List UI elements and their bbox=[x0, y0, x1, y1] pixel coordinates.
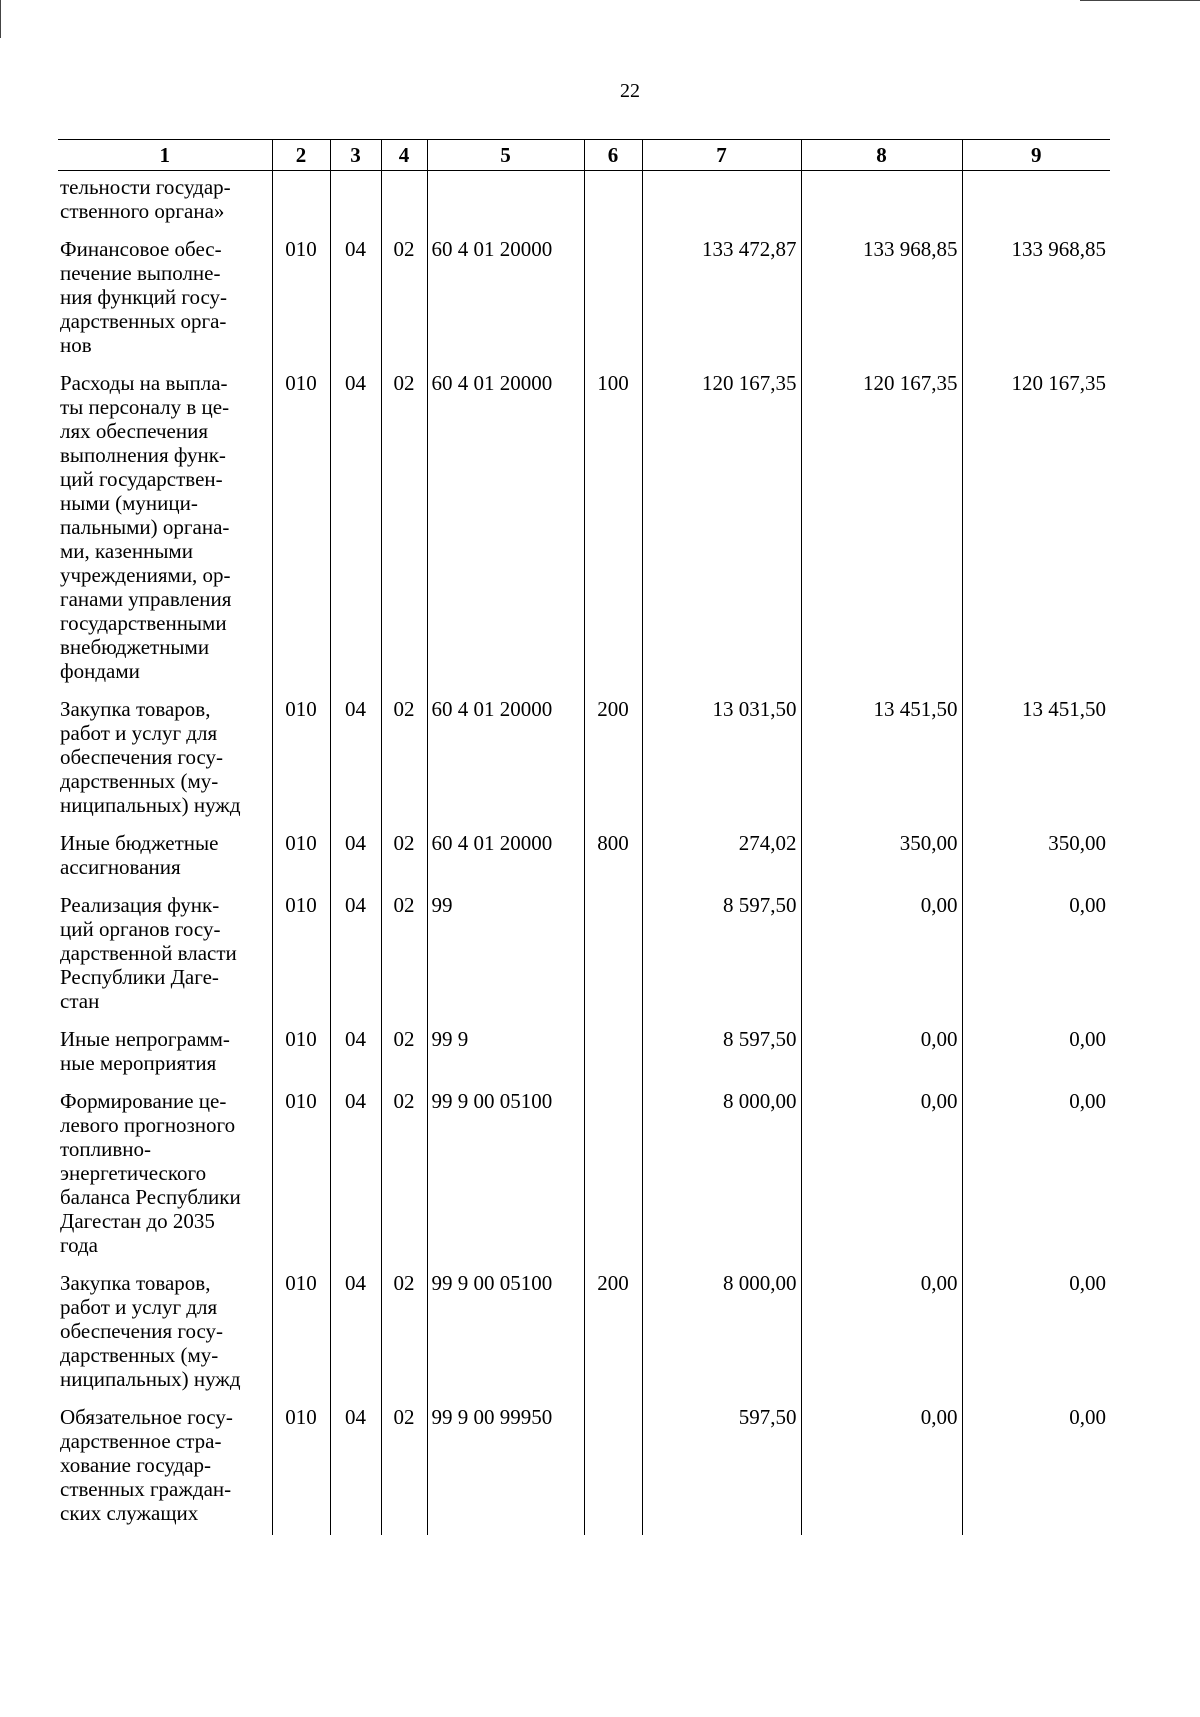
amount-cell: 0,00 bbox=[962, 1027, 1110, 1089]
table-row bbox=[58, 371, 1110, 697]
expense-type-cell bbox=[584, 237, 642, 371]
code-cell: 04 bbox=[330, 697, 381, 831]
code-cell: 02 bbox=[381, 831, 427, 893]
item-name: тельности государ- ственного органа» bbox=[60, 175, 231, 223]
code-cell bbox=[330, 171, 381, 238]
target-article-cell: 60 4 01 20000 bbox=[427, 697, 584, 831]
budget-table bbox=[58, 139, 1110, 1535]
amount-cell: 0,00 bbox=[801, 1027, 962, 1089]
column-header: 1 bbox=[58, 140, 272, 171]
column-header: 9 bbox=[962, 140, 1110, 171]
code-cell: 010 bbox=[272, 371, 330, 697]
code-cell: 02 bbox=[381, 1271, 427, 1405]
table-row bbox=[58, 1027, 1110, 1089]
header-row bbox=[58, 140, 1110, 171]
scan-edge-mark-left bbox=[0, 0, 1, 38]
page-number: 22 bbox=[620, 80, 640, 102]
amount-cell: 8 597,50 bbox=[642, 893, 801, 1027]
column-header: 8 bbox=[801, 140, 962, 171]
expense-type-cell bbox=[584, 1405, 642, 1535]
target-article-cell: 99 9 00 05100 bbox=[427, 1089, 584, 1271]
table-row bbox=[58, 893, 1110, 1027]
amount-cell: 0,00 bbox=[801, 1089, 962, 1271]
target-article-cell: 99 bbox=[427, 893, 584, 1027]
amount-cell: 120 167,35 bbox=[962, 371, 1110, 697]
scan-edge-mark-top bbox=[1080, 0, 1200, 1]
item-name: Расходы на выпла- ты персоналу в це- лях обеспечения выполнения функ- ций государствен- ными (муници- пальными) органа- ми, казенными учреждениями, ор- ганами управления государственными внебюджетными фондами bbox=[60, 371, 232, 683]
expense-type-cell: 100 bbox=[584, 371, 642, 697]
code-cell: 04 bbox=[330, 893, 381, 1027]
expense-type-cell: 800 bbox=[584, 831, 642, 893]
expense-type-cell bbox=[584, 171, 642, 238]
code-cell: 010 bbox=[272, 237, 330, 371]
amount-cell: 13 031,50 bbox=[642, 697, 801, 831]
amount-cell bbox=[962, 171, 1110, 238]
amount-cell: 120 167,35 bbox=[642, 371, 801, 697]
amount-cell: 350,00 bbox=[962, 831, 1110, 893]
amount-cell: 133 968,85 bbox=[801, 237, 962, 371]
amount-cell: 8 000,00 bbox=[642, 1089, 801, 1271]
item-name: Закупка товаров, работ и услуг для обеспечения госу- дарственных (му- ниципальных) нужд bbox=[60, 697, 241, 817]
code-cell: 010 bbox=[272, 1271, 330, 1405]
item-name: Финансовое обес- печение выполне- ния функций госу- дарственных орга- нов bbox=[60, 237, 228, 357]
expense-type-cell: 200 bbox=[584, 1271, 642, 1405]
table-row bbox=[58, 1271, 1110, 1405]
code-cell: 04 bbox=[330, 371, 381, 697]
code-cell: 02 bbox=[381, 1405, 427, 1535]
table-row bbox=[58, 1405, 1110, 1535]
target-article-cell: 99 9 00 05100 bbox=[427, 1271, 584, 1405]
column-header: 5 bbox=[427, 140, 584, 171]
amount-cell: 0,00 bbox=[962, 1089, 1110, 1271]
amount-cell: 597,50 bbox=[642, 1405, 801, 1535]
amount-cell: 0,00 bbox=[962, 1271, 1110, 1405]
target-article-cell: 60 4 01 20000 bbox=[427, 831, 584, 893]
table-row bbox=[58, 697, 1110, 831]
amount-cell: 120 167,35 bbox=[801, 371, 962, 697]
table-row bbox=[58, 171, 1110, 238]
amount-cell: 0,00 bbox=[962, 893, 1110, 1027]
target-article-cell: 60 4 01 20000 bbox=[427, 371, 584, 697]
table-row bbox=[58, 831, 1110, 893]
code-cell: 010 bbox=[272, 893, 330, 1027]
column-header: 6 bbox=[584, 140, 642, 171]
item-name: Обязательное госу- дарственное стра- хование государ- ственных граждан- ских служащих bbox=[60, 1405, 233, 1525]
expense-type-cell: 200 bbox=[584, 697, 642, 831]
code-cell bbox=[272, 171, 330, 238]
table-row bbox=[58, 237, 1110, 371]
code-cell: 04 bbox=[330, 237, 381, 371]
amount-cell: 133 472,87 bbox=[642, 237, 801, 371]
code-cell bbox=[381, 171, 427, 238]
amount-cell: 0,00 bbox=[801, 1271, 962, 1405]
item-name: Реализация функ- ций органов госу- дарственной власти Республики Даге- стан bbox=[60, 893, 237, 1013]
code-cell: 02 bbox=[381, 697, 427, 831]
amount-cell: 350,00 bbox=[801, 831, 962, 893]
amount-cell: 0,00 bbox=[801, 893, 962, 1027]
column-header: 7 bbox=[642, 140, 801, 171]
item-name: Иные бюджетные ассигнования bbox=[60, 831, 219, 879]
code-cell: 02 bbox=[381, 893, 427, 1027]
code-cell: 010 bbox=[272, 1027, 330, 1089]
column-header: 4 bbox=[381, 140, 427, 171]
amount-cell: 8 000,00 bbox=[642, 1271, 801, 1405]
code-cell: 010 bbox=[272, 1405, 330, 1535]
amount-cell bbox=[801, 171, 962, 238]
target-article-cell: 60 4 01 20000 bbox=[427, 237, 584, 371]
target-article-cell bbox=[427, 171, 584, 238]
code-cell: 010 bbox=[272, 697, 330, 831]
amount-cell: 0,00 bbox=[962, 1405, 1110, 1535]
expense-type-cell bbox=[584, 1027, 642, 1089]
code-cell: 010 bbox=[272, 1089, 330, 1271]
item-name: Закупка товаров, работ и услуг для обеспечения госу- дарственных (му- ниципальных) нужд bbox=[60, 1271, 241, 1391]
code-cell: 04 bbox=[330, 1271, 381, 1405]
code-cell: 02 bbox=[381, 1027, 427, 1089]
amount-cell: 13 451,50 bbox=[801, 697, 962, 831]
amount-cell: 274,02 bbox=[642, 831, 801, 893]
code-cell: 02 bbox=[381, 371, 427, 697]
code-cell: 04 bbox=[330, 831, 381, 893]
expense-type-cell bbox=[584, 893, 642, 1027]
code-cell: 04 bbox=[330, 1405, 381, 1535]
expense-type-cell bbox=[584, 1089, 642, 1271]
item-name: Иные непрограмм- ные мероприятия bbox=[60, 1027, 230, 1075]
amount-cell: 133 968,85 bbox=[962, 237, 1110, 371]
target-article-cell: 99 9 00 99950 bbox=[427, 1405, 584, 1535]
code-cell: 04 bbox=[330, 1027, 381, 1089]
target-article-cell: 99 9 bbox=[427, 1027, 584, 1089]
column-header: 3 bbox=[330, 140, 381, 171]
amount-cell: 0,00 bbox=[801, 1405, 962, 1535]
column-header: 2 bbox=[272, 140, 330, 171]
amount-cell bbox=[642, 171, 801, 238]
code-cell: 04 bbox=[330, 1089, 381, 1271]
code-cell: 02 bbox=[381, 1089, 427, 1271]
amount-cell: 13 451,50 bbox=[962, 697, 1110, 831]
item-name: Формирование це- левого прогнозного топливно- энергетического баланса Республики Дагестан до 2035 года bbox=[60, 1089, 241, 1257]
code-cell: 02 bbox=[381, 237, 427, 371]
table-row bbox=[58, 1089, 1110, 1271]
code-cell: 010 bbox=[272, 831, 330, 893]
amount-cell: 8 597,50 bbox=[642, 1027, 801, 1089]
